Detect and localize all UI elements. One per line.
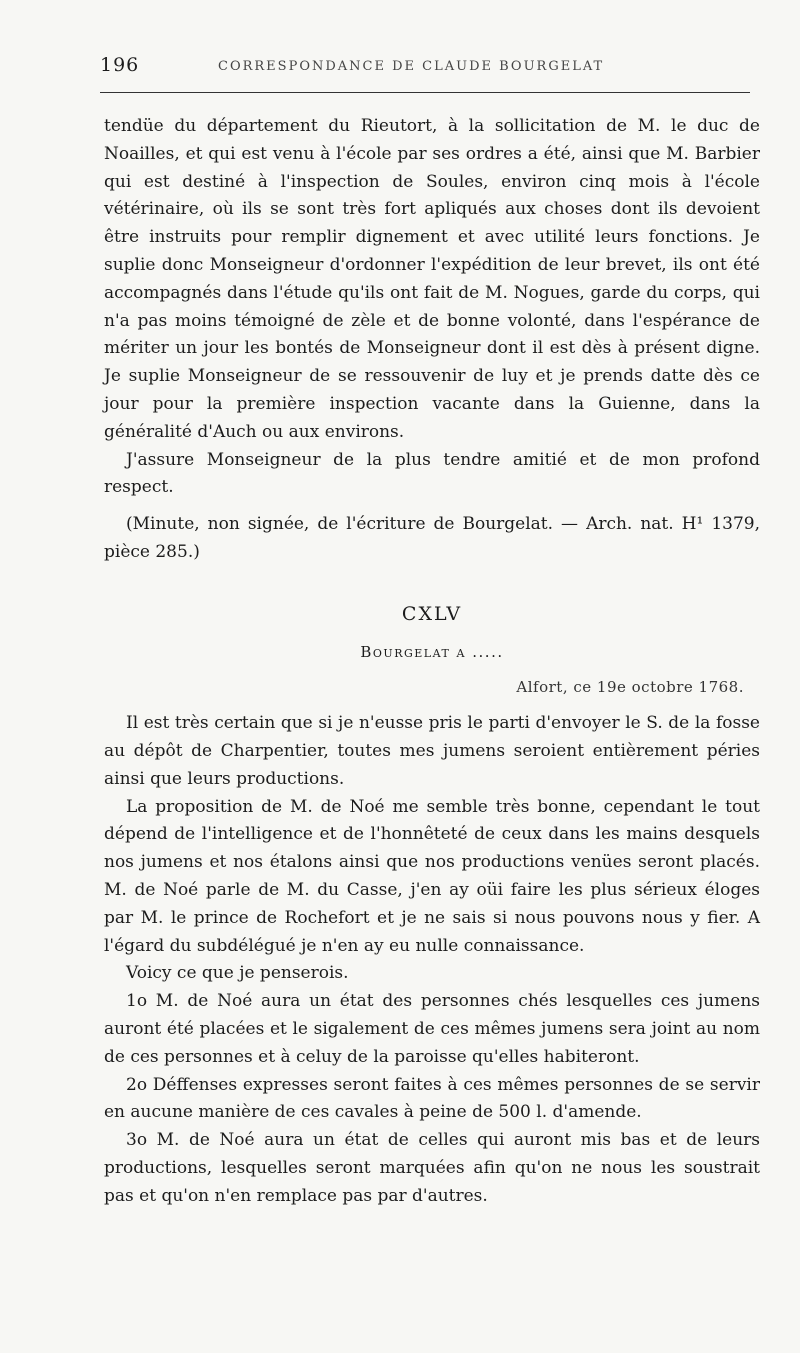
running-head	[100, 54, 750, 84]
body-text	[104, 113, 760, 1210]
letter-addressee: Bourgelat a .....	[360, 642, 504, 661]
letter-body	[104, 710, 760, 1210]
letter-number: CXLV	[401, 602, 463, 625]
header-rule	[100, 92, 750, 93]
running-title: CORRESPONDANCE DE CLAUDE BOURGELAT	[218, 59, 605, 74]
continuation-paragraph: tendüe du département du Rieutort, à la sollicitation de M. le duc de Noailles, et qui est venu à l'école par ses ordres a été, ainsi que M. Barbier qui est destiné à l'inspection de Soules, environ cinq mois à l'école vétérinaire, où ils se sont très fort apliqués aux choses dont ils devoient être instruits pour remplir dignement et avec utilité leurs fonctions. Je suplie donc Monseigneur d'ordonner l'expédition de leur brevet, ils ont été accompagnés dans l'étude qu'ils ont fait de M. Nogues, garde du corps, qui n'a pas moins témoigné de zèle et de bonne volonté, dans l'espérance de mériter un jour les bontés de Monseigneur dont il est dès à présent digne. Je suplie Monseigneur de se ressouvenir de luy et je prends datte dès ce jour pour la première inspection vacante dans la Guienne, dans la généralité d'Auch ou aux environs.	[104, 116, 760, 442]
page-number: 196	[100, 54, 140, 76]
closing-paragraph: J'assure Monseigneur de la plus tendre amitié et de mon profond respect.	[104, 449, 760, 498]
letter-dateline: Alfort, ce 19e octobre 1768.	[516, 678, 744, 697]
letter-paragraph: La proposition de M. de Noé me semble très bonne, cependant le tout dépend de l'intelligence et de l'honnêteté de ceux dans les mains desquels nos jumens et nos étalons ainsi que nos productions venües seront placés. M. de Noé parle de M. du Casse, j'en ay oüi faire les plus sérieux éloges par M. le prince de Rochefort et je ne sais si nous pouvons nous y fier. A l'égard du subdélégué je n'en ay eu nulle connaissance.	[104, 796, 760, 956]
letter-paragraph: 1o M. de Noé aura un état des personnes chés lesquelles ces jumens auront été placées et le sigalement de ces mêmes jumens sera joint au nom de ces personnes et à celuy de la paroisse qu'elles habiteront.	[104, 991, 760, 1067]
letter-paragraph: Voicy ce que je penserois.	[126, 963, 349, 984]
archive-citation: (Minute, non signée, de l'écriture de Bourgelat. — Arch. nat. H¹ 1379, pièce 285.)	[104, 514, 760, 562]
letter-paragraph: 3o M. de Noé aura un état de celles qui auront mis bas et de leurs productions, lesquelles seront marquées afin qu'on ne nous les soustrait pas et qu'on n'en remplace pas par d'autres.	[104, 1130, 760, 1206]
letter-paragraph: Il est très certain que si je n'eusse pris le parti d'envoyer le S. de la fosse au dépôt de Charpentier, toutes mes jumens seroient entièrement péries ainsi que leurs productions.	[104, 713, 760, 789]
letter-paragraph: 2o Déffenses expresses seront faites à ces mêmes personnes de se servir en aucune manière de ces cavales à peine de 500 l. d'amende.	[104, 1074, 760, 1123]
